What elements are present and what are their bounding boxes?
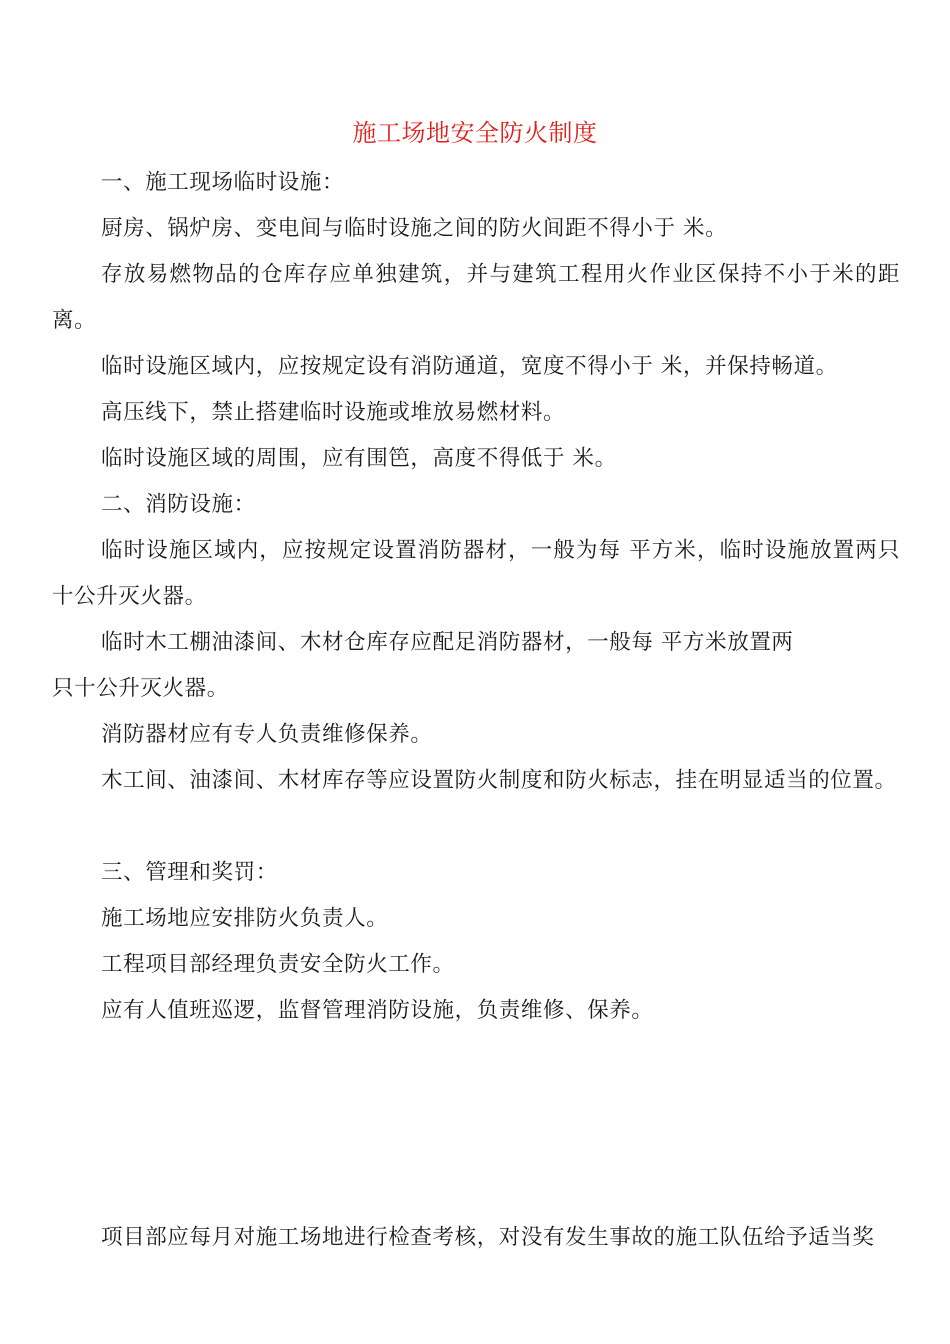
- paragraph: 临时设施区域的周围，应有围笆，高度不得低于 米。: [101, 446, 617, 471]
- paragraph: 工程项目部经理负责安全防火工作。: [101, 952, 455, 977]
- section-heading-fire-facilities: 二、消防设施：: [101, 492, 256, 517]
- paragraph: 施工场地应安排防火负责人。: [101, 906, 389, 931]
- paragraph: 消防器材应有专人负责维修保养。: [101, 722, 433, 747]
- paragraph: 存放易燃物品的仓库存应单独建筑，并与建筑工程用火作业区保持不小于米的距离。: [52, 262, 900, 333]
- paragraph: 项目部应每月对施工场地进行检查考核，对没有发生事故的施工队伍给予适当奖: [101, 1225, 875, 1250]
- paragraph: 临时木工棚油漆间、木材仓库存应配足消防器材，一般每 平方米放置两: [101, 630, 794, 655]
- section-heading-management: 三、管理和奖罚：: [101, 860, 278, 885]
- paragraph: 高压线下，禁止搭建临时设施或堆放易燃材料。: [101, 400, 566, 425]
- paragraph: 应有人值班巡逻，监督管理消防设施，负责维修、保养。: [101, 998, 654, 1023]
- paragraph: 临时设施区域内，应按规定设置消防器材，一般为每 平方米，临时设施放置两只十公升灭火器。: [52, 538, 900, 609]
- document-title: 施工场地安全防火制度: [352, 119, 598, 147]
- paragraph: 木工间、油漆间、木材库存等应设置防火制度和防火标志，挂在明显适当的位置。: [101, 768, 897, 793]
- paragraph: 临时设施区域内，应按规定设有消防通道，宽度不得小于 米，并保持畅道。: [101, 354, 838, 379]
- paragraph: 厨房、锅炉房、变电间与临时设施之间的防火间距不得小于 米。: [101, 216, 728, 241]
- section-heading-temporary-facilities: 一、施工现场临时设施：: [101, 170, 345, 195]
- paragraph-continuation: 只十公升灭火器。: [52, 676, 229, 701]
